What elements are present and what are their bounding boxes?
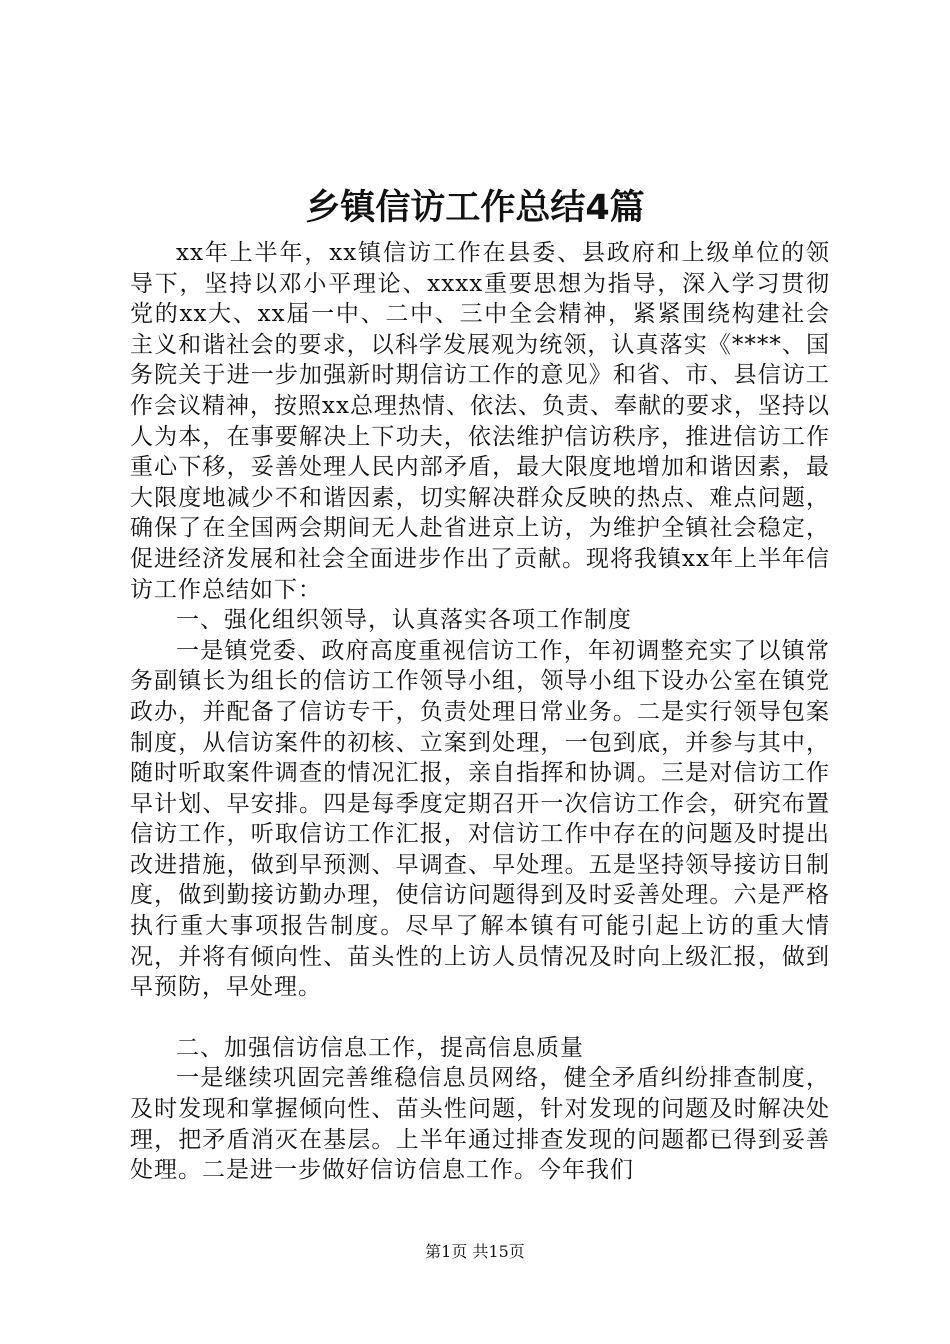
section-2-paragraph: 一是继续巩固完善维稳信息员网络，健全矛盾纠纷排查制度，及时发现和掌握倾向性、苗头性问题，针对发现的问题及时解决处理，把矛盾消灭在基层。上半年通过排查发现的问题都已得到妥善处理。二是进一步做好信访信息工作。今年我们 (130, 1065, 830, 1184)
document-body (130, 238, 830, 1186)
page-number-footer: 第1页 共15页 (425, 1242, 525, 1261)
section-heading-1: 一、强化组织领导，认真落实各项工作制度 (176, 607, 632, 634)
paragraph-spacer (130, 1003, 830, 1033)
section-1-paragraph: 一是镇党委、政府高度重视信访工作，年初调整充实了以镇常务副镇长为组长的信访工作领导小组，领导小组下设办公室在镇党政办，并配备了信访专干，负责处理日常业务。二是实行领导包案制度，从信访案件的初核、立案到处理，一包到底，并参与其中，随时听取案件调查的情况汇报，亲自指挥和协调。三是对信访工作早计划、早安排。四是每季度定期召开一次信访工作会，研究布置信访工作，听取信访工作汇报，对信访工作中存在的问题及时提出改进措施，做到早预测、早调查、早处理。五是坚持领导接访日制度，做到勤接访勤办理，使信访问题得到及时妥善处理。六是严格执行重大事项报告制度。尽早了解本镇有可能引起上访的重大情况，并将有倾向性、苗头性的上访人员情况及时向上级汇报，做到早预防，早处理。 (130, 637, 830, 1001)
intro-paragraph: xx年上半年，xx镇信访工作在县委、县政府和上级单位的领导下，坚持以邓小平理论、xxxx重要思想为指导，深入学习贯彻党的xx大、xx届一中、二中、三中全会精神，紧紧围绕构建社会主义和谐社会的要求，以科学发展观为统领，认真落实《****、国务院关于进一步加强新时期信访工作的意见》和省、市、县信访工作会议精神，按照xx总理热情、依法、负责、奉献的要求，坚持以人为本，在事要解决上下功夫，依法维护信访秩序，推进信访工作重心下移，妥善处理人民内部矛盾，最大限度地增加和谐因素，最大限度地减少不和谐因素，切实解决群众反映的热点、难点问题，确保了在全国两会期间无人赴省进京上访，为维护全镇社会稳定，促进经济发展和社会全面进步作出了贡献。现将我镇xx年上半年信访工作总结如下： (130, 240, 830, 603)
section-heading-2: 二、加强信访信息工作，提高信息质量 (176, 1034, 584, 1061)
document-title: 乡镇信访工作总结4篇 (305, 188, 645, 228)
